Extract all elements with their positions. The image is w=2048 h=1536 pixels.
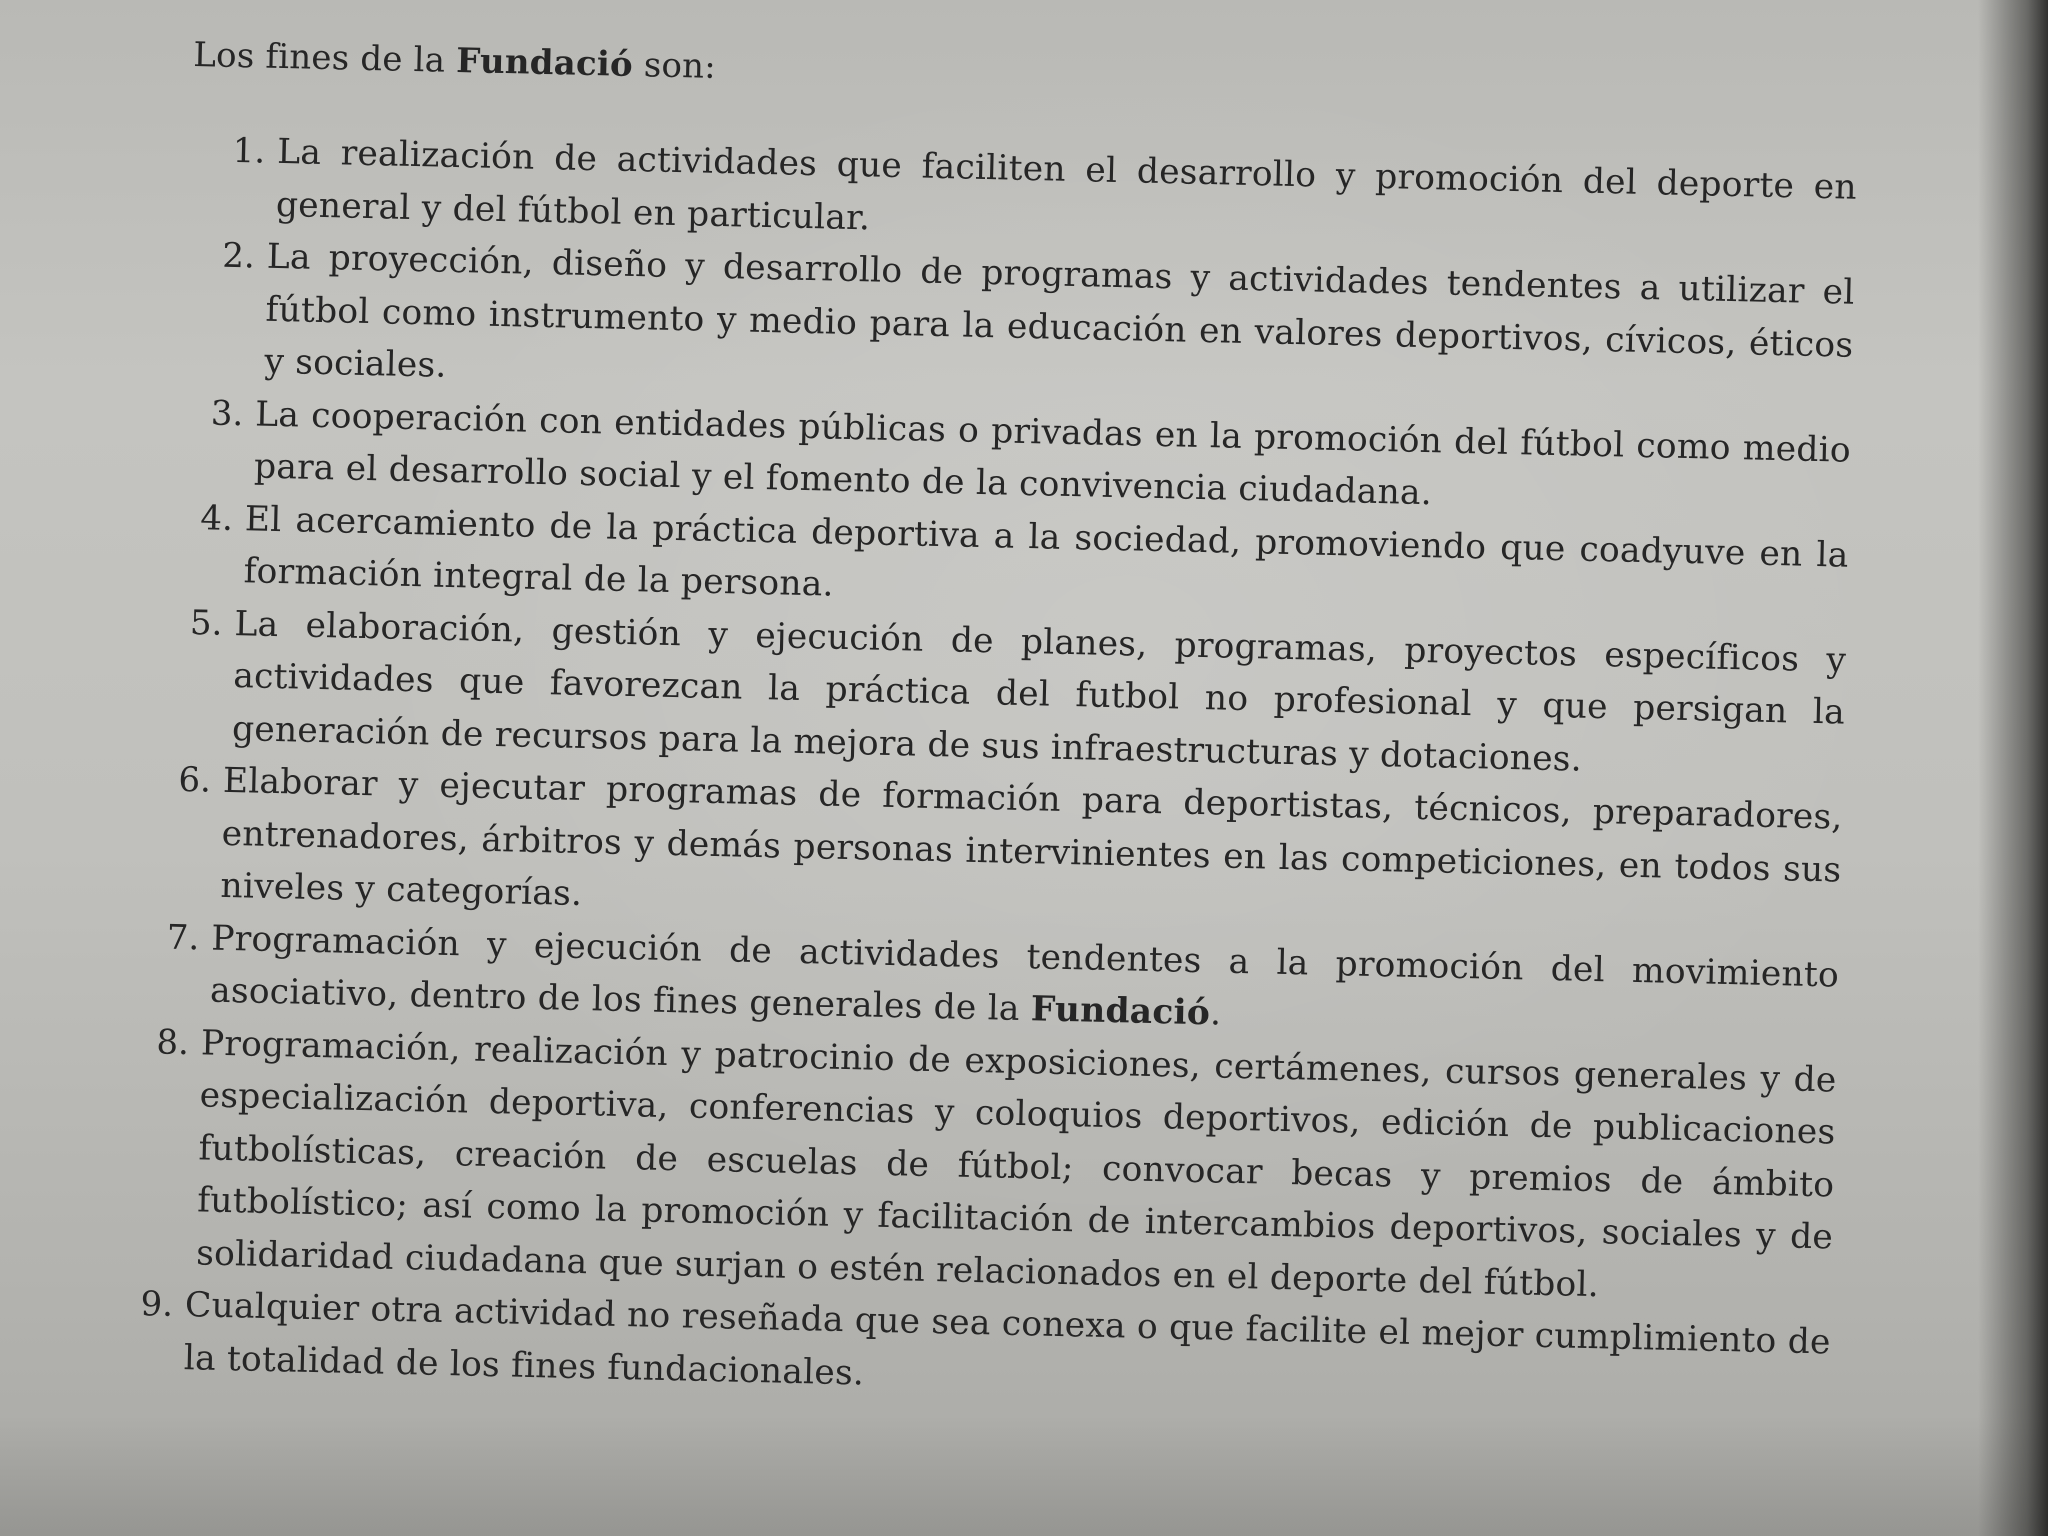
item-text: Elaborar y ejecutar programas de formación para deportistas, técnicos, preparadores, entrenadores, árbitros y demás personas intervinientes en las competiciones, en todos sus niveles y categorías. — [220, 760, 1843, 915]
bottom-shadow — [0, 1416, 2048, 1536]
document-body — [140, 28, 1910, 1394]
item-number: 6. — [178, 759, 212, 801]
item-text: La elaboración, gestión y ejecución de planes, programas, proyectos específicos y actividades que favorezcan la práctica del futbol no profesional y que persigan la generación de recursos para la mejora de sus infraestructuras y dotaciones. — [231, 603, 1847, 780]
list-item — [122, 1015, 1858, 1317]
item-text-prefix: Programación y ejecución de actividades tendentes a la promoción del movimiento asociativo, dentro de los fines generales de la — [209, 918, 1840, 1030]
item-text: Cualquier otra actividad no reseñada que sea conexa o que facilite el mejor cumplimiento de la totalidad de los fines fundacionales. — [183, 1285, 1832, 1394]
item-number: 5. — [189, 602, 223, 644]
right-edge-shadow — [1978, 0, 2048, 1536]
item-number: 1. — [232, 130, 266, 172]
item-foundation-name: Fundació — [1030, 989, 1211, 1034]
intro-suffix: son: — [632, 44, 717, 87]
intro-prefix: Los fines de la — [192, 34, 457, 81]
item-number: 4. — [199, 497, 234, 539]
item-text-suffix: . — [1209, 993, 1222, 1034]
aims-list — [119, 123, 1877, 1422]
intro-foundation-name: Fundació — [455, 40, 634, 85]
item-number: 9. — [140, 1284, 174, 1325]
item-text: El acercamiento de la práctica deportiva a la sociedad, promoviendo que coadyuve en la formación integral de la persona. — [243, 498, 1849, 605]
item-number: 8. — [156, 1021, 190, 1063]
item-number: 3. — [210, 392, 244, 434]
item-number: 7. — [166, 917, 200, 958]
item-text: Programación, realización y patrocinio de exposiciones, certámenes, cursos generales y de especialización deportiva, conferencias y coloquios deportivos, edición de publicaciones futbolísticas, creación de escuelas de fútbol; convocar becas y premios de ámbito futbolístico; así como la promoción y facilitación de intercambios deportivos, sociales y de solidaridad ciudadana que surjan o estén relacionados en el deporte del fútbol. — [195, 1022, 1838, 1305]
intro-line — [193, 29, 717, 93]
item-text: La realización de actividades que faciliten el desarrollo y promoción del deporte en general y del fútbol en particular. — [275, 131, 1858, 238]
item-number: 2. — [221, 235, 256, 277]
item-text: La cooperación con entidades públicas o privadas en la promoción del fútbol como medio para el desarrollo social y el fomento de la convivencia ciudadana. — [253, 393, 1852, 514]
item-text: La proyección, diseño y desarrollo de programas y actividades tendentes a utilizar el fútbol como instrumento y medio para la educación en valores deportivos, cívicos, éticos y sociales. — [264, 236, 1855, 386]
